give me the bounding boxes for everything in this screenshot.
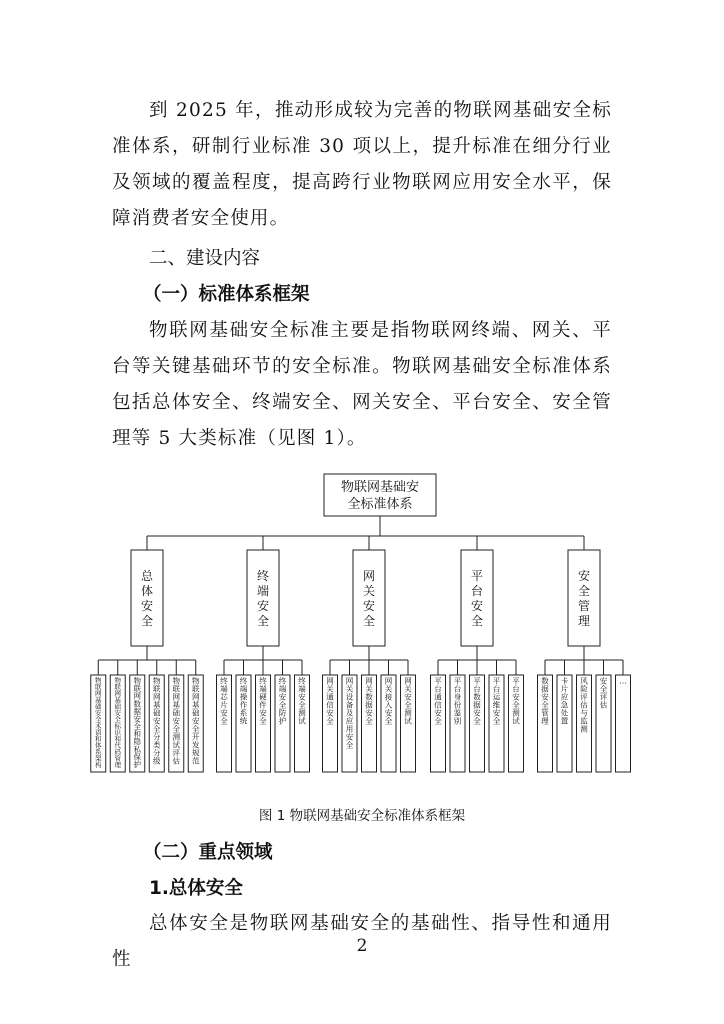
item-label: 安全评估 — [599, 676, 608, 710]
figure-caption: 图 1 物联网基础安全标准体系框架 — [258, 808, 466, 824]
item-label: 终端安全防护 — [278, 676, 287, 726]
item-label: 平台身份鉴别 — [453, 676, 462, 726]
category-box — [568, 550, 600, 646]
item-label: 网关接入安全 — [384, 676, 393, 726]
framework-paragraph: 物联网基础安全标准主要是指物联网终端、网关、平台等关键基础环节的安全标准。物联网基础安全标准体系包括总体安全、终端安全、网关安全、平台安全、安全管理等 5 大类标准（见图 1）。 — [112, 320, 612, 449]
page-number: 2 — [356, 936, 368, 956]
item-label: 终端安全测试 — [298, 676, 306, 726]
item-label: 终端芯片安全 — [220, 676, 228, 726]
category-label: 平台安全 — [470, 569, 484, 628]
item-label: 物联网基础安全测试评估 — [172, 676, 180, 766]
item-label: … — [619, 676, 627, 686]
item-label: 物联网基础安全开发规范 — [192, 676, 200, 766]
item-label: 数据安全管理 — [541, 676, 549, 726]
category-box — [461, 550, 493, 646]
root-label: 物联网基础安全标准体系 — [340, 480, 420, 512]
item-label: 网关通信安全 — [326, 676, 334, 726]
item-label: 终端操作系统 — [239, 676, 248, 726]
item-label: 网关安全测试 — [404, 676, 412, 726]
category-box — [353, 550, 385, 646]
category-box — [247, 550, 279, 646]
item-one-heading: 1.总体安全 — [149, 878, 243, 899]
category-label: 网关安全 — [362, 569, 376, 628]
category-box — [131, 550, 163, 646]
item-label: 终端硬件安全 — [259, 676, 267, 726]
category-label: 总体安全 — [140, 569, 154, 628]
item-label: 网关设备及应用安全 — [345, 676, 354, 750]
item-label: 物联网基础安全术语和体系架构 — [95, 676, 102, 769]
item-label: 风险评估与监测 — [580, 676, 588, 734]
item-label: 平台安全测试 — [512, 676, 520, 726]
category-label: 安全管理 — [577, 569, 591, 628]
intro-paragraph: 到 2025 年，推动形成较为完善的物联网基础安全标准体系，研制行业标准 30 项以上，提升标准在细分行业及领域的覆盖程度，提高跨行业物联网应用安全水平，保障消费者安全使用。 — [112, 100, 612, 229]
item-label: 平台数据安全 — [473, 676, 481, 726]
item-label: 物联网基础安全标识和代码管理 — [114, 676, 121, 769]
item-box — [616, 675, 631, 772]
subsection-one-heading: （一）标准体系框架 — [143, 284, 310, 305]
subsection-two-heading: （二）重点领域 — [143, 842, 273, 863]
item-label: 网关数据安全 — [365, 676, 373, 726]
item-label: 物联网数据安全和隐私保护 — [133, 676, 141, 769]
item-label: 平台通信安全 — [434, 676, 442, 726]
section-two-heading: 二、建设内容 — [149, 248, 261, 269]
category-label: 终端安全 — [256, 569, 270, 628]
overall-paragraph: 总体安全是物联网基础安全的基础性、指导性和通用性 — [112, 913, 612, 970]
item-label: 卡片应急处置 — [560, 676, 569, 726]
item-label: 物联网基础安全分类分级 — [153, 676, 161, 766]
item-label: 平台运维安全 — [492, 676, 501, 726]
